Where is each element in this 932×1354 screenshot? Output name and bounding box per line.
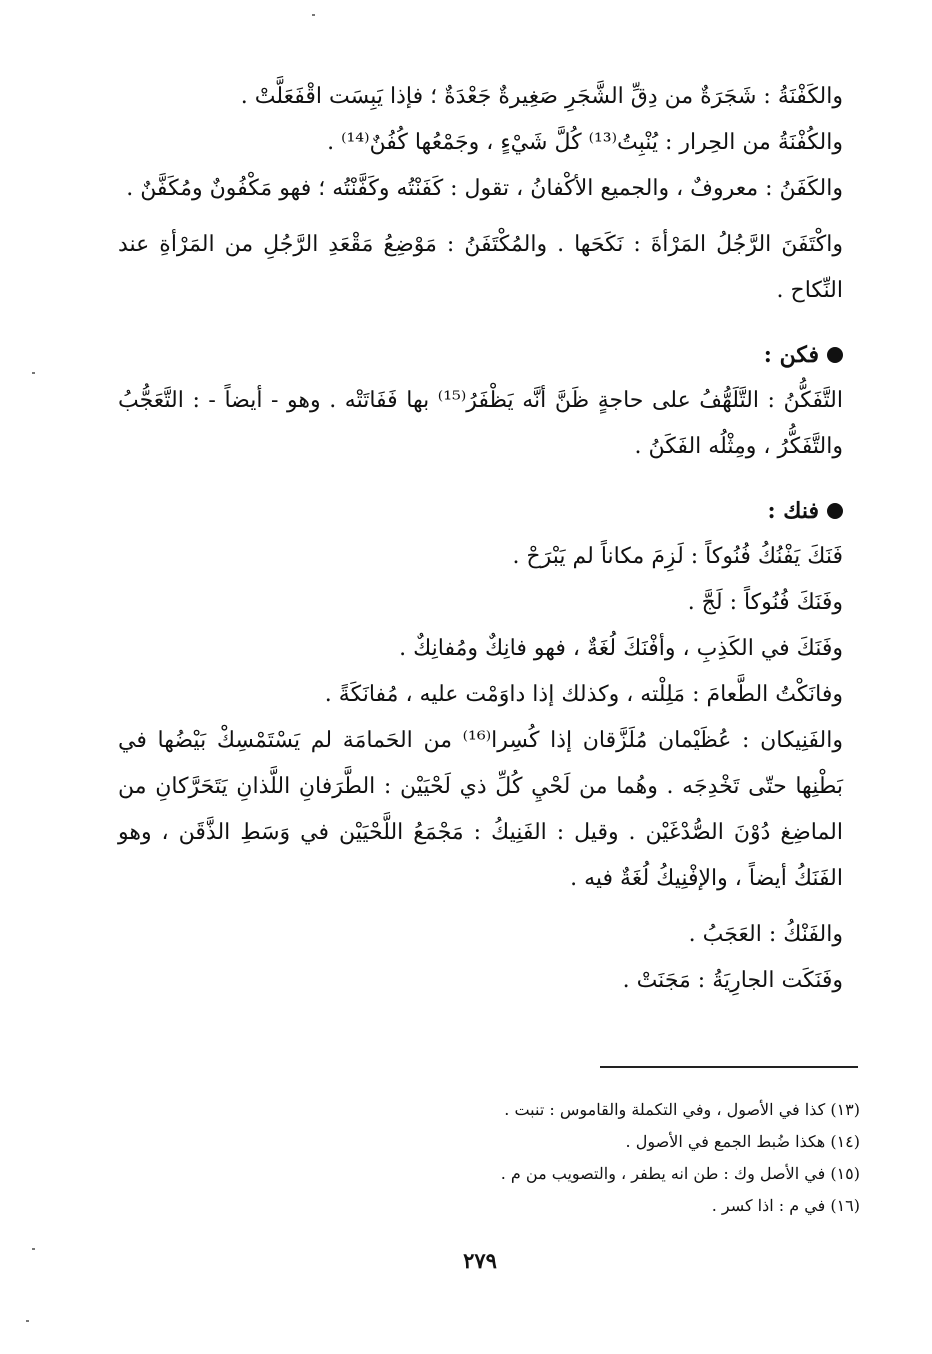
section-heading-fkn [118, 332, 843, 378]
entry-alfank-ajab: والفَنْكُ : العَجَبُ . [688, 922, 843, 947]
section-heading-label: فكن : [763, 342, 819, 368]
entry-tafakkun: التَّفَكُّنُ : التَّلَهُّفُ على حاجةٍ ظَنَّ أنَّه يَظْفَرُ⁽¹⁵⁾ بها فَفَاتَتْه . وهو - أيضاً - : التَّعَجُّبُ والتَّفَكُّرُ ، ومِثْلُه الفَكَنُ . [118, 388, 843, 459]
scan-speck [26, 1320, 29, 1322]
entry-alfanikan: والفَنِيكان : عُظَيْمان مُلَزَّقان إذا كُسِرا⁽¹⁶⁾ من الحَمامَة لم يَسْتَمْسِكْ بَيْضُها في بَطْنِها حتّى تَخْدِجَه . وهُما من لَحْيِ كُلِّ ذي لَحْيَيْن : الطَّرَفانِ اللَّذانِ يَتَحَرَّكانِ من الماضِغ دُوْنَ الصُّدْغَيْن . وقيل : الفَنِيكُ : مَجْمَعُ اللَّحْيَيْن في وَسَطِ الذَّقَن ، وهو الفَنَكُ أيضاً ، والإفْنِيكُ لُغَةٌ فيه . [118, 728, 843, 891]
footnotes [420, 1094, 860, 1222]
spacer [118, 470, 843, 488]
main-text [118, 74, 843, 1004]
entry-fanaktu-taam: وفانَكْتُ الطَّعامَ : مَلِلْته ، وكذلك إذا داوَمْت عليه ، مُفانَكَةً . [324, 682, 843, 707]
footnote-15: (١٥) في الأصل وك : طن انه يطفر ، والتصويب من م . [500, 1164, 860, 1183]
bullet-icon [827, 503, 843, 519]
entry-kafna-tree: والكَفْنَةُ : شَجَرَةٌ من دِقِّ الشَّجَرِ صَغِيرةٌ جَعْدَةٌ ؛ فإذا يَبِسَت اقْفَعَلَّتْ . [240, 84, 843, 109]
section-heading-label: فنك : [767, 498, 819, 524]
entry-fanaka-yafnuku: فَنَكَ يَفْنُكُ فُنُوكاً : لَزِمَ مكاناً لم يَبْرَحْ . [512, 544, 843, 569]
scan-speck [312, 14, 315, 16]
spacer [118, 212, 843, 222]
entry-fanaka-lajja: وفَنَكَ فُنُوكاً : لَجَّ . [687, 590, 843, 615]
scan-speck [32, 1248, 35, 1250]
entry-kafan-shroud: والكَفَنُ : معروفٌ ، والجميع الأكْفانُ ، تقول : كَفَنْتُه وكَفَّنْتُه ؛ فهو مَكْفُونٌ ومُكَفَّنٌ . [126, 176, 843, 201]
page-number: ٢٧٩ [463, 1248, 497, 1273]
section-heading-fnk [118, 488, 843, 534]
entry-fanaka-kadhib: وفَنَكَ في الكَذِبِ ، وأفْنَكَ لُغَةٌ ، فهو فانِكٌ ومُفانِكٌ . [399, 636, 843, 661]
entry-kufna-harra: والكُفْنَةُ من الحِرار : يُنْبِتُ⁽¹³⁾ كُلَّ شَيْءٍ ، وجَمْعُها كُفُنٌ⁽¹⁴⁾ . [327, 130, 843, 155]
entry-iktafana: واكْتَفَنَ الرَّجُلُ المَرْأةَ : نَكَحَها . والمُكْتَفَنُ : مَوْضِعُ مَقْعَدِ الرَّجُلِ من المَرْأةِ عند النِّكاح . [118, 232, 843, 303]
footnote-separator [600, 1066, 858, 1068]
spacer [118, 902, 843, 912]
entry-fanakat-jariya: وفَنَكَت الجارِيَةُ : مَجَنَتْ . [622, 968, 843, 993]
footnote-14: (١٤) هكذا ضُبط الجمع في الأصول . [625, 1132, 860, 1151]
footnote-13: (١٣) كذا في الأصول ، وفي التكملة والقاموس : تنبت . [504, 1100, 860, 1119]
footnote-16: (١٦) في م : اذا كسر . [711, 1196, 860, 1215]
spacer [118, 314, 843, 332]
scan-speck [32, 372, 35, 374]
bullet-icon [827, 347, 843, 363]
